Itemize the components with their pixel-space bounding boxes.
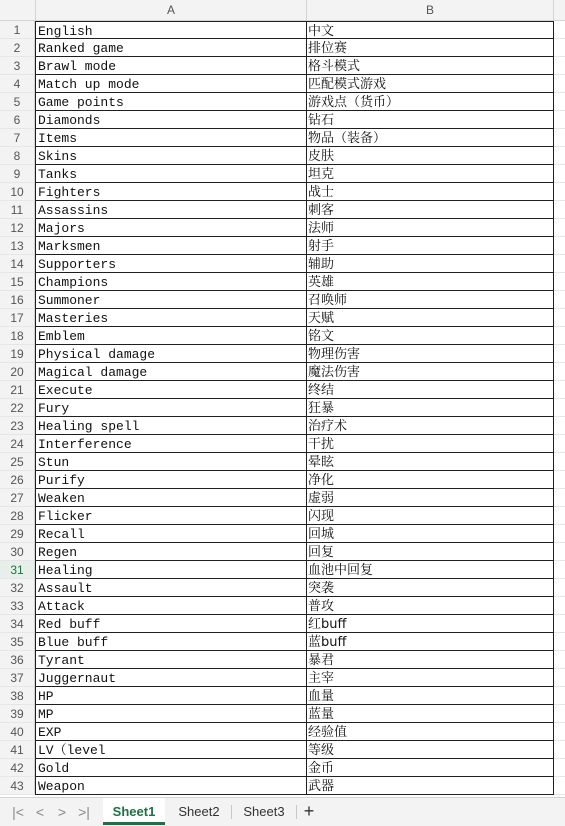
cell-chinese[interactable]: 魔法伤害 (306, 363, 554, 381)
row-number[interactable]: 27 (0, 489, 35, 507)
row-number[interactable]: 25 (0, 453, 35, 471)
cell-english[interactable]: Diamonds (35, 111, 307, 129)
cell-empty[interactable] (554, 741, 565, 759)
row-number[interactable]: 22 (0, 399, 35, 417)
cell-chinese[interactable]: 回复 (306, 543, 554, 561)
cell-empty[interactable] (554, 57, 565, 75)
cell-empty[interactable] (554, 705, 565, 723)
table-row (0, 165, 565, 183)
cell-english[interactable]: Tyrant (35, 651, 307, 669)
cell-english[interactable]: Masteries (35, 309, 307, 327)
row-number[interactable]: 36 (0, 651, 35, 669)
table-row (0, 633, 565, 651)
cell-empty[interactable] (554, 201, 565, 219)
cell-empty[interactable] (554, 39, 565, 57)
table-row (0, 705, 565, 723)
row-number[interactable]: 14 (0, 255, 35, 273)
cell-empty[interactable] (554, 309, 565, 327)
row-number[interactable]: 3 (0, 57, 35, 75)
table-row (0, 579, 565, 597)
cell-empty[interactable] (554, 219, 565, 237)
cell-english[interactable]: Interference (35, 435, 307, 453)
table-row (0, 525, 565, 543)
cell-english[interactable]: Items (35, 129, 307, 147)
row-number[interactable]: 12 (0, 219, 35, 237)
cell-english[interactable]: Weapon (35, 777, 307, 795)
table-row (0, 471, 565, 489)
table-row (0, 219, 565, 237)
row-number[interactable]: 40 (0, 723, 35, 741)
cell-empty[interactable] (554, 759, 565, 777)
row-number[interactable]: 10 (0, 183, 35, 201)
cell-chinese[interactable]: 坦克 (306, 165, 554, 183)
row-number[interactable]: 43 (0, 777, 35, 795)
cell-chinese[interactable]: 血量 (306, 687, 554, 705)
cell-english[interactable]: English (35, 21, 307, 39)
cell-empty[interactable] (554, 561, 565, 579)
table-row (0, 183, 565, 201)
cell-chinese[interactable]: 蓝buff (306, 633, 554, 651)
row-number[interactable]: 33 (0, 597, 35, 615)
cell-empty[interactable] (554, 273, 565, 291)
cell-empty[interactable] (554, 183, 565, 201)
cell-empty[interactable] (554, 129, 565, 147)
first-sheet-icon[interactable]: |< (12, 804, 24, 820)
cell-empty[interactable] (554, 507, 565, 525)
table-row (0, 687, 565, 705)
table-row (0, 543, 565, 561)
row-number[interactable]: 23 (0, 417, 35, 435)
row-number[interactable]: 21 (0, 381, 35, 399)
cell-english[interactable]: Juggernaut (35, 669, 307, 687)
table-row (0, 435, 565, 453)
cell-english[interactable]: Healing (35, 561, 307, 579)
cell-chinese[interactable]: 物理伤害 (306, 345, 554, 363)
row-number[interactable]: 37 (0, 669, 35, 687)
row-number[interactable]: 17 (0, 309, 35, 327)
cell-chinese[interactable]: 辅助 (306, 255, 554, 273)
table-row (0, 75, 565, 93)
row-number[interactable]: 39 (0, 705, 35, 723)
cell-empty[interactable] (554, 543, 565, 561)
row-number[interactable]: 5 (0, 93, 35, 111)
cell-chinese[interactable]: 终结 (306, 381, 554, 399)
cell-english[interactable]: Skins (35, 147, 307, 165)
table-row (0, 381, 565, 399)
row-number[interactable]: 34 (0, 615, 35, 633)
cell-english[interactable]: EXP (35, 723, 307, 741)
column-header-c[interactable] (554, 0, 565, 20)
table-row (0, 237, 565, 255)
cell-empty[interactable] (554, 417, 565, 435)
cell-empty[interactable] (554, 147, 565, 165)
cell-chinese[interactable]: 蓝量 (306, 705, 554, 723)
cell-chinese[interactable]: 治疗术 (306, 417, 554, 435)
table-row (0, 759, 565, 777)
cell-empty[interactable] (554, 777, 565, 795)
cell-english[interactable]: Assault (35, 579, 307, 597)
row-number[interactable]: 19 (0, 345, 35, 363)
cell-chinese[interactable]: 普攻 (306, 597, 554, 615)
cell-empty[interactable] (554, 723, 565, 741)
cell-empty[interactable] (554, 471, 565, 489)
cell-english[interactable]: Recall (35, 525, 307, 543)
row-number[interactable]: 42 (0, 759, 35, 777)
cell-chinese[interactable]: 物品（装备） (306, 129, 554, 147)
cell-empty[interactable] (554, 327, 565, 345)
cell-english[interactable]: Execute (35, 381, 307, 399)
row-number[interactable]: 11 (0, 201, 35, 219)
cell-chinese[interactable]: 匹配模式游戏 (306, 75, 554, 93)
next-sheet-icon[interactable]: > (57, 804, 67, 820)
row-number[interactable]: 9 (0, 165, 35, 183)
cell-chinese[interactable]: 召唤师 (306, 291, 554, 309)
column-header-b[interactable]: B (307, 0, 554, 20)
rows-container (0, 21, 565, 795)
row-number[interactable]: 4 (0, 75, 35, 93)
row-number[interactable]: 2 (0, 39, 35, 57)
cell-chinese[interactable]: 虚弱 (306, 489, 554, 507)
select-all-corner[interactable] (0, 0, 36, 20)
cell-empty[interactable] (554, 669, 565, 687)
cell-empty[interactable] (554, 435, 565, 453)
cell-empty[interactable] (554, 399, 565, 417)
cell-chinese[interactable]: 游戏点（货币） (306, 93, 554, 111)
cell-empty[interactable] (554, 111, 565, 129)
cell-empty[interactable] (554, 345, 565, 363)
table-row (0, 363, 565, 381)
cell-english[interactable]: Champions (35, 273, 307, 291)
cell-empty[interactable] (554, 165, 565, 183)
cell-english[interactable]: Tanks (35, 165, 307, 183)
row-number[interactable]: 1 (0, 21, 35, 39)
sheet-tab-bar (0, 797, 565, 826)
cell-chinese[interactable]: 闪现 (306, 507, 554, 525)
cell-empty[interactable] (554, 291, 565, 309)
row-number[interactable]: 13 (0, 237, 35, 255)
cell-english[interactable]: Blue buff (35, 633, 307, 651)
row-number[interactable]: 28 (0, 507, 35, 525)
row-number[interactable]: 7 (0, 129, 35, 147)
prev-sheet-icon[interactable]: < (35, 804, 45, 820)
cell-english[interactable]: Weaken (35, 489, 307, 507)
cell-english[interactable]: LV（level (35, 741, 307, 759)
table-row (0, 309, 565, 327)
cell-chinese[interactable]: 暴君 (306, 651, 554, 669)
cell-english[interactable]: Red buff (35, 615, 307, 633)
cell-chinese[interactable]: 中文 (306, 21, 554, 39)
table-row (0, 21, 565, 39)
row-number[interactable]: 16 (0, 291, 35, 309)
cell-english[interactable]: Summoner (35, 291, 307, 309)
row-number[interactable]: 26 (0, 471, 35, 489)
cell-english[interactable]: Magical damage (35, 363, 307, 381)
cell-empty[interactable] (554, 93, 565, 111)
table-row (0, 399, 565, 417)
cell-chinese[interactable]: 等级 (306, 741, 554, 759)
cell-chinese[interactable]: 排位赛 (306, 39, 554, 57)
row-number[interactable]: 38 (0, 687, 35, 705)
cell-english[interactable]: Majors (35, 219, 307, 237)
cell-empty[interactable] (554, 615, 565, 633)
column-header-a[interactable]: A (36, 0, 307, 20)
row-number[interactable]: 31 (0, 561, 35, 579)
cell-empty[interactable] (554, 75, 565, 93)
cell-english[interactable]: Fury (35, 399, 307, 417)
cell-chinese[interactable]: 晕眩 (306, 453, 554, 471)
cell-english[interactable]: Gold (35, 759, 307, 777)
cell-english[interactable]: Game points (35, 93, 307, 111)
cell-empty[interactable] (554, 381, 565, 399)
table-row (0, 147, 565, 165)
table-row (0, 777, 565, 795)
cell-chinese[interactable]: 主宰 (306, 669, 554, 687)
cell-english[interactable]: Attack (35, 597, 307, 615)
tab-sheet3[interactable]: Sheet3 (243, 804, 285, 819)
cell-empty[interactable] (554, 651, 565, 669)
cell-english[interactable]: Healing spell (35, 417, 307, 435)
cell-chinese[interactable]: 天赋 (306, 309, 554, 327)
cell-chinese[interactable]: 狂暴 (306, 399, 554, 417)
cell-empty[interactable] (554, 597, 565, 615)
tab-divider (296, 805, 297, 819)
row-number[interactable]: 35 (0, 633, 35, 651)
cell-english[interactable]: Supporters (35, 255, 307, 273)
table-row (0, 561, 565, 579)
cell-english[interactable]: Purify (35, 471, 307, 489)
cell-empty[interactable] (554, 489, 565, 507)
cell-chinese[interactable]: 净化 (306, 471, 554, 489)
table-row (0, 201, 565, 219)
cell-english[interactable]: Brawl mode (35, 57, 307, 75)
row-number[interactable]: 32 (0, 579, 35, 597)
cell-chinese[interactable]: 法师 (306, 219, 554, 237)
row-number[interactable]: 15 (0, 273, 35, 291)
table-row (0, 129, 565, 147)
cell-english[interactable]: MP (35, 705, 307, 723)
cell-empty[interactable] (554, 237, 565, 255)
cell-empty[interactable] (554, 21, 565, 39)
tab-sheet2[interactable]: Sheet2 (178, 804, 220, 819)
cell-chinese[interactable]: 经验值 (306, 723, 554, 741)
cell-english[interactable]: Marksmen (35, 237, 307, 255)
row-number[interactable]: 29 (0, 525, 35, 543)
table-row (0, 291, 565, 309)
table-row (0, 507, 565, 525)
cell-chinese[interactable]: 血池中回复 (306, 561, 554, 579)
table-row (0, 273, 565, 291)
table-row (0, 57, 565, 75)
row-number[interactable]: 30 (0, 543, 35, 561)
cell-chinese[interactable]: 射手 (306, 237, 554, 255)
cell-empty[interactable] (554, 363, 565, 381)
last-sheet-icon[interactable]: >| (78, 804, 90, 820)
cell-english[interactable]: Match up mode (35, 75, 307, 93)
cell-chinese[interactable]: 金币 (306, 759, 554, 777)
cell-chinese[interactable]: 干扰 (306, 435, 554, 453)
cell-empty[interactable] (554, 633, 565, 651)
table-row (0, 417, 565, 435)
cell-english[interactable]: Flicker (35, 507, 307, 525)
cell-chinese[interactable]: 回城 (306, 525, 554, 543)
cell-chinese[interactable]: 突袭 (306, 579, 554, 597)
cell-chinese[interactable]: 铭文 (306, 327, 554, 345)
table-row (0, 723, 565, 741)
cell-chinese[interactable]: 皮肤 (306, 147, 554, 165)
row-number[interactable]: 24 (0, 435, 35, 453)
table-row (0, 345, 565, 363)
table-row (0, 255, 565, 273)
table-row (0, 669, 565, 687)
cell-chinese[interactable]: 格斗模式 (306, 57, 554, 75)
cell-empty[interactable] (554, 525, 565, 543)
cell-english[interactable]: HP (35, 687, 307, 705)
cell-english[interactable]: Fighters (35, 183, 307, 201)
cell-chinese[interactable]: 钻石 (306, 111, 554, 129)
cell-english[interactable]: Physical damage (35, 345, 307, 363)
table-row (0, 453, 565, 471)
table-row (0, 111, 565, 129)
cell-chinese[interactable]: 战士 (306, 183, 554, 201)
table-row (0, 615, 565, 633)
tab-sheet1[interactable]: Sheet1 (103, 798, 165, 825)
column-header-bar (0, 0, 565, 21)
table-row (0, 597, 565, 615)
cell-empty[interactable] (554, 579, 565, 597)
table-row (0, 741, 565, 759)
cell-empty[interactable] (554, 687, 565, 705)
row-number[interactable]: 20 (0, 363, 35, 381)
table-row (0, 651, 565, 669)
table-row (0, 489, 565, 507)
row-number[interactable]: 8 (0, 147, 35, 165)
table-row (0, 327, 565, 345)
cell-english[interactable]: Emblem (35, 327, 307, 345)
cell-empty[interactable] (554, 453, 565, 471)
cell-chinese[interactable]: 武器 (306, 777, 554, 795)
cell-chinese[interactable]: 红buff (306, 615, 554, 633)
cell-empty[interactable] (554, 255, 565, 273)
row-number[interactable]: 41 (0, 741, 35, 759)
table-row (0, 93, 565, 111)
cell-english[interactable]: Stun (35, 453, 307, 471)
cell-english[interactable]: Assassins (35, 201, 307, 219)
cell-chinese[interactable]: 刺客 (306, 201, 554, 219)
add-sheet-button[interactable]: + (303, 801, 315, 821)
row-number[interactable]: 18 (0, 327, 35, 345)
row-number[interactable]: 6 (0, 111, 35, 129)
table-row (0, 39, 565, 57)
cell-chinese[interactable]: 英雄 (306, 273, 554, 291)
cell-english[interactable]: Regen (35, 543, 307, 561)
cell-english[interactable]: Ranked game (35, 39, 307, 57)
